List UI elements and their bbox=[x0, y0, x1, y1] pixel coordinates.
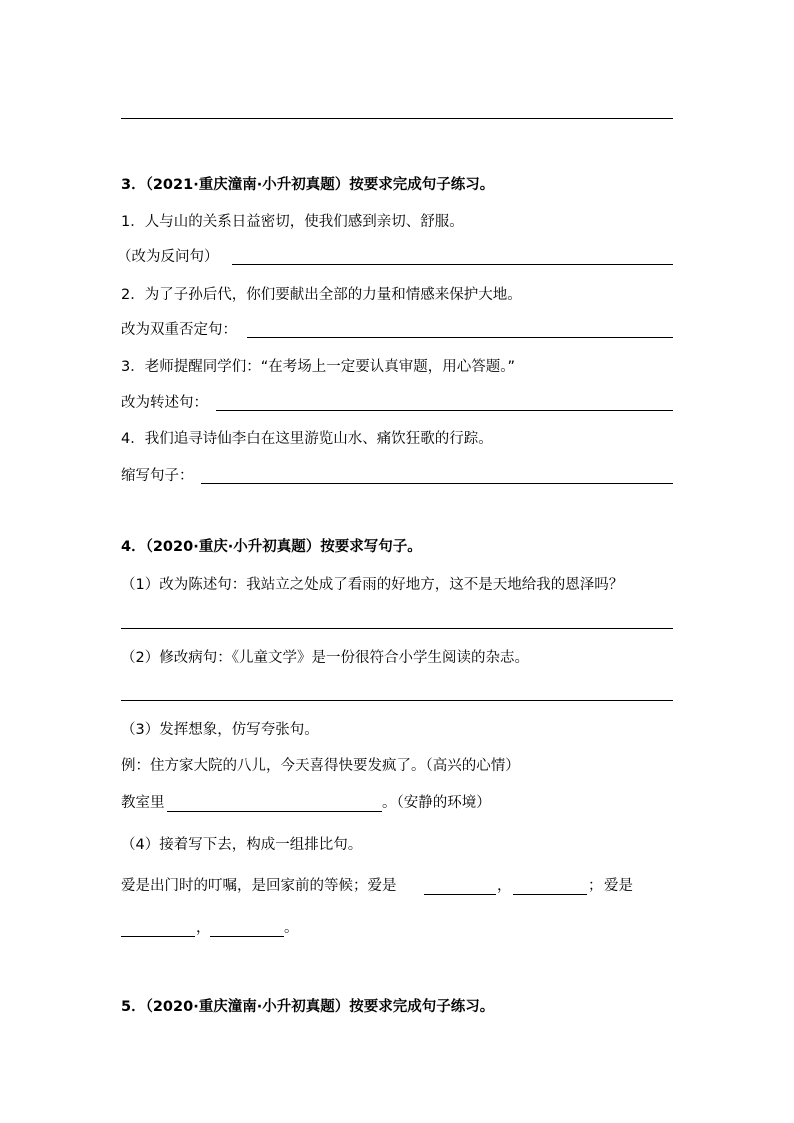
q4-part-1: （1）改为陈述句：我站立之处成了看雨的好地方，这不是天地给我的恩泽吗？ bbox=[121, 577, 624, 593]
q4-part-4-blank-1[interactable] bbox=[424, 894, 496, 895]
q4-part-4-comma-2: ， bbox=[196, 920, 211, 936]
q4-part-1-answer-line[interactable] bbox=[121, 628, 673, 629]
q3-item-4-sentence: 4．我们追寻诗仙李白在这里游览山水、痛饮狂歌的行踪。 bbox=[121, 431, 493, 447]
question-4-title: 4．（2020·重庆·小升初真题）按要求写句子。 bbox=[121, 539, 422, 555]
q4-part-4-line1-text: 爱是出门时的叮嘱，是回家前的等候；爱是 bbox=[121, 878, 397, 894]
q4-part-4-comma-1: ， bbox=[497, 878, 512, 894]
q4-part-4-line1-b: 爱是 bbox=[604, 878, 633, 894]
q4-part-4: （4）接着写下去，构成一组排比句。 bbox=[121, 837, 363, 853]
q4-part-3-tail: 。（安静的环境） bbox=[382, 795, 491, 811]
q3-item-4-answer-line[interactable] bbox=[201, 483, 673, 484]
q3-item-3-prompt: 改为转述句： bbox=[121, 395, 208, 411]
q3-item-3-sentence: 3．老师提醒同学们：“在考场上一定要认真审题，用心答题。” bbox=[121, 359, 515, 375]
q3-item-1-prompt: （改为反问句） bbox=[117, 249, 219, 265]
q3-item-3-answer-line[interactable] bbox=[216, 410, 673, 411]
q4-part-4-semicolon: ； bbox=[588, 878, 603, 894]
q4-part-4-blank-2[interactable] bbox=[513, 894, 587, 895]
question-3-title: 3．（2021·重庆潼南·小升初真题）按要求完成句子练习。 bbox=[121, 177, 495, 193]
q4-part-2-answer-line[interactable] bbox=[121, 700, 673, 701]
q4-part-2: （2）修改病句：《儿童文学》是一份很符合小学生阅读的杂志。 bbox=[121, 650, 529, 666]
q4-part-3-lead: 教室里 bbox=[121, 795, 165, 811]
q4-part-3-example: 例：住方家大院的八儿，今天喜得快要发疯了。（高兴的心情） bbox=[121, 758, 520, 774]
q4-part-4-blank-4[interactable] bbox=[210, 936, 284, 937]
q4-part-3: （3）发挥想象，仿写夸张句。 bbox=[121, 722, 319, 738]
q3-item-1-answer-line[interactable] bbox=[232, 264, 673, 265]
q4-part-4-period: 。 bbox=[284, 920, 299, 936]
answer-line-top bbox=[121, 118, 673, 119]
q3-item-1-sentence: 1．人与山的关系日益密切，使我们感到亲切、舒服。 bbox=[121, 214, 464, 230]
q3-item-2-answer-line[interactable] bbox=[247, 337, 673, 338]
q3-item-4-prompt: 缩写句子： bbox=[121, 468, 194, 484]
q4-part-4-blank-3[interactable] bbox=[121, 936, 195, 937]
q4-part-3-answer-line[interactable] bbox=[167, 811, 382, 812]
q3-item-2-prompt: 改为双重否定句： bbox=[121, 322, 237, 338]
question-5-title: 5．（2020·重庆潼南·小升初真题）按要求完成句子练习。 bbox=[121, 999, 495, 1015]
q3-item-2-sentence: 2．为了子孙后代，你们要献出全部的力量和情感来保护大地。 bbox=[121, 287, 522, 303]
